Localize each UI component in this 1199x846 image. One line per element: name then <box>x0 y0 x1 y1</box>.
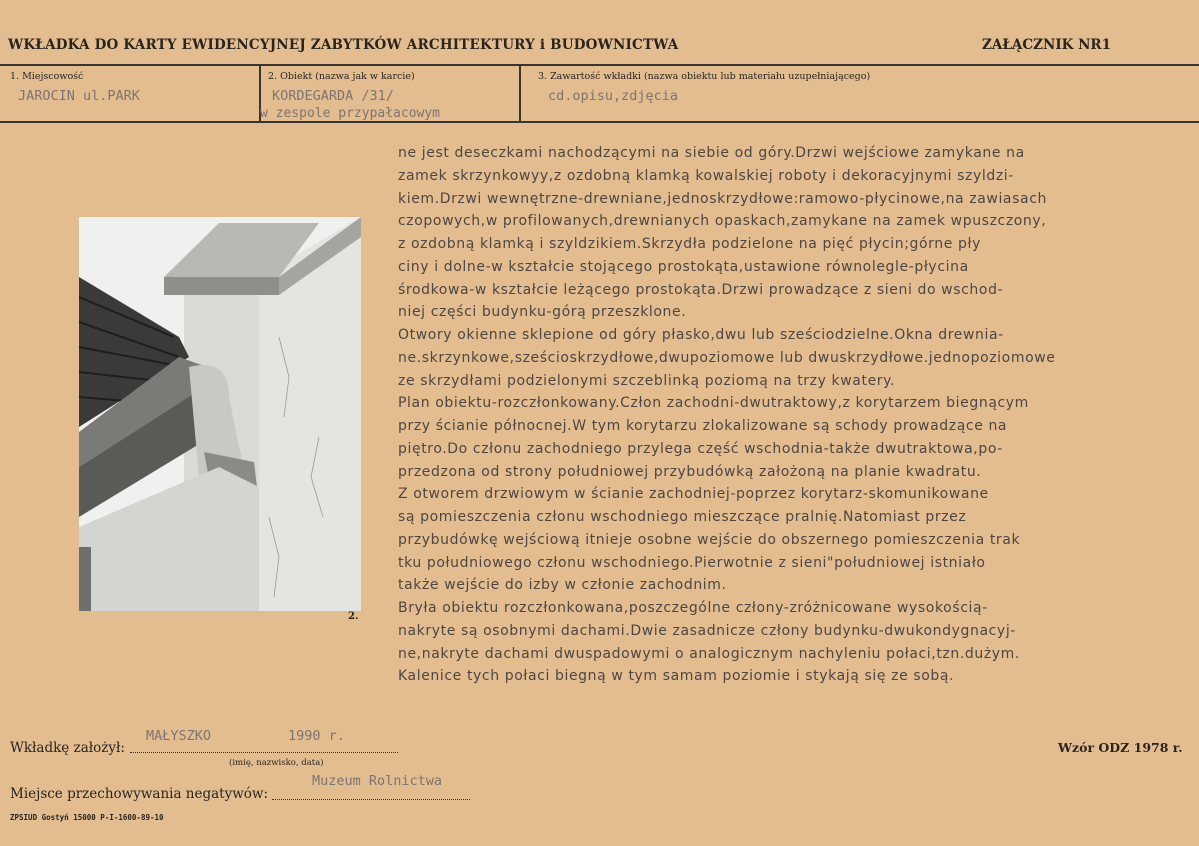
text-line: z ozdobną klamką i szyldzikiem.Skrzydła podzielone na pięć płycin;górne pły <box>398 236 981 252</box>
created-by-name: MAŁYSZKO <box>146 728 212 744</box>
created-by-line <box>130 752 398 753</box>
object-value-line1: KORDEGARDA /31/ <box>272 88 394 104</box>
text-line: ne,nakryte dachami dwuspadowymi o analogicznym nachyleniu połaci,tzn.dużym. <box>398 645 1020 662</box>
text-line: piętro.Do członu zachodniego przylega część wschodnia-także dwutraktowa,po- <box>398 440 1003 457</box>
locality-value: JAROCIN ul.PARK <box>18 88 140 104</box>
text-line: także wejście do izby w członie zachodnim. <box>398 577 727 594</box>
object-label: 2. Obiekt (nazwa jak w karcie) <box>268 71 415 82</box>
sheet-title: WKŁADKA DO KARTY EWIDENCYJNEJ ZABYTKÓW ARCHITEKTURY i BUDOWNICTWA <box>8 37 679 53</box>
photo-number: 2. <box>348 611 359 622</box>
created-by-hint: (imię, nazwisko, data) <box>229 758 324 768</box>
print-info: ZPSIUD Gostyń 15000 P-I-1600-89-10 <box>10 813 164 822</box>
text-line: zamek skrzynkowyy,z ozdobną klamką kowalskiej roboty i dekoracyjnymi szyldzi- <box>398 167 1014 184</box>
header-top-rule <box>0 64 1199 66</box>
text-line: niej części budynku-górą przeszklone. <box>398 304 687 321</box>
text-line: Z otworem drzwiowym w ścianie zachodniej-poprzez korytarz-skomunikowane <box>398 486 989 503</box>
created-by-label: Wkładkę założył: <box>10 740 125 756</box>
text-line: tku południowego członu wschodniego.Pierwotnie z sieni"południowej istniało <box>398 554 986 571</box>
storage-label: Miejsce przechowywania negatywów: <box>10 786 269 802</box>
description-text <box>398 142 1178 688</box>
building-photo <box>79 217 361 611</box>
text-line: Bryła obiektu rozczłonkowana,poszczególne człony-zróżnicowane wysokością- <box>398 600 988 616</box>
contents-value: cd.opisu,zdjęcia <box>548 88 679 104</box>
storage-value: Muzeum Rolnictwa <box>312 773 443 789</box>
annex-number: 1 <box>1101 37 1112 53</box>
text-line: Kalenice tych połaci biegną w tym samam poziomie i stykają się ze sobą. <box>398 668 955 685</box>
text-line: przy ścianie północnej.W tym korytarzu zlokalizowane są schody prowadzące na <box>398 418 1008 434</box>
storage-line <box>272 799 470 800</box>
text-line: Plan obiektu-rozczłonkowany.Człon zachodni-dwutraktowy,z korytarzem biegnącym <box>398 395 1029 412</box>
building-photo-drawing <box>79 217 361 611</box>
text-line: ciny i dolne-w kształcie stojącego prostokąta,ustawione równolegle-płycina <box>398 258 969 275</box>
text-line: nakryte są osobnymi dachami.Dwie zasadnicze człony budynku-dwukondygnacyj- <box>398 622 1016 639</box>
text-line: przybudówkę wejściową itnieje osobne wejście do obszernego pomieszczenia trak <box>398 531 1021 548</box>
text-line: Otwory okienne sklepione od góry płasko,dwu lub sześciodzielne.Okna drewnia- <box>398 327 1004 343</box>
text-line: środkowa-w kształcie leżącego prostokąta.Drzwi prowadzące z sieni do wschod- <box>398 281 1004 298</box>
text-line: czopowych,w profilowanych,drewnianych opaskach,zamykane na zamek wpuszczony, <box>398 213 1047 230</box>
contents-label: 3. Zawartość wkładki (nazwa obiektu lub materiału uzupełniającego) <box>538 71 871 82</box>
text-line: ne.skrzynkowe,sześcioskrzydłowe,dwupoziomowe lub dwuskrzydłowe.jednopoziomowe <box>398 349 1056 366</box>
text-line: ne jest deseczkami nachodzącymi na siebie od góry.Drzwi wejściowe zamykane na <box>398 145 1025 161</box>
text-line: są pomieszczenia członu wschodniego mieszczące pralnię.Natomiast przez <box>398 509 967 525</box>
template-version: Wzór ODZ 1978 r. <box>1058 740 1183 755</box>
field-divider-2 <box>519 64 521 122</box>
annex-label <box>982 37 1111 53</box>
text-line: ze skrzydłami podzielonymi szczeblinką poziomą na trzy kwatery. <box>398 372 896 389</box>
locality-label: 1. Miejscowość <box>10 71 84 82</box>
text-line: kiem.Drzwi wewnętrzne-drewniane,jednoskrzydłowe:ramowo-płycinowe,na zawiasach <box>398 190 1047 207</box>
header-bottom-rule <box>0 121 1199 123</box>
object-value-line2: w zespole przypałacowym <box>260 106 441 121</box>
text-line: przedzona od strony południowej przybudówką założoną na planie kwadratu. <box>398 463 982 480</box>
created-by-year: 1990 r. <box>288 728 345 744</box>
annex-text: ZAŁĄCZNIK NR <box>982 37 1102 53</box>
